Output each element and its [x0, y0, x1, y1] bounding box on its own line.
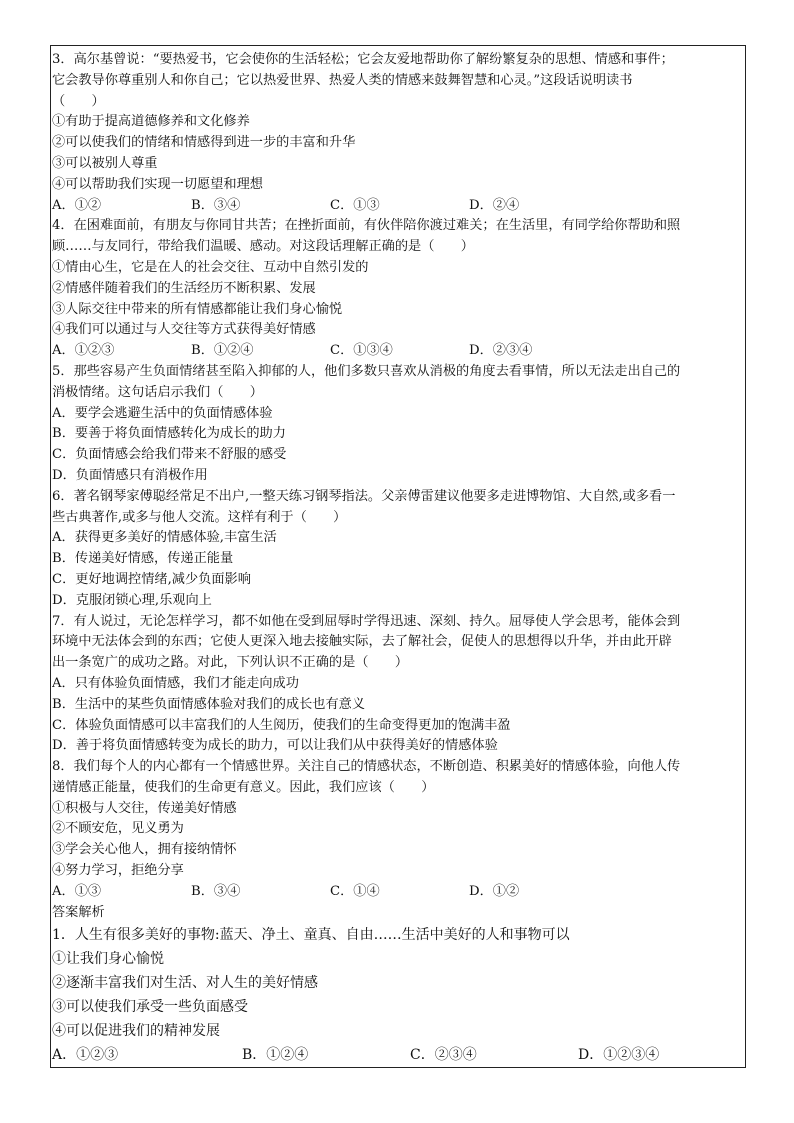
question-stem: 出一条宽广的成功之路。对此，下列认识不正确的是（ ） — [52, 655, 409, 671]
question-7 — [52, 612, 744, 758]
answer-options — [52, 1043, 744, 1067]
answer-options — [52, 882, 744, 903]
statement-item: ①积极与人交往，传递美好情感 — [52, 800, 237, 816]
question-3 — [52, 50, 744, 216]
question-stem: 6．著名钢琴家傅聪经常足不出户,一整天练习钢琴指法。父亲傅雷建议他要多走进博物馆、大自然,或多看一 — [52, 488, 676, 504]
question-stem: 些古典著作,或多与他人交流。这样有利于（ ） — [52, 509, 347, 525]
question-stem: 它会教导你尊重别人和你自己；它以热爱世界、热爱人类的情感来鼓舞智慧和心灵。”这段话说明读书 — [52, 72, 633, 88]
option-b: B．③④ — [191, 883, 241, 899]
statement-item: ②可以使我们的情绪和情感得到进一步的丰富和升华 — [52, 135, 356, 151]
option-b: B．①②④ — [191, 343, 254, 359]
question-5 — [52, 362, 744, 487]
statement-item: ④努力学习，拒绝分享 — [52, 863, 184, 879]
statement-item: ③学会关心他人，拥有接纳情怀 — [52, 842, 237, 858]
question-8 — [52, 757, 744, 903]
statement-item: ②不顾安危，见义勇为 — [52, 821, 184, 837]
option-c: C．①④ — [330, 883, 380, 899]
option-d: D．②③④ — [469, 343, 533, 359]
option-d: D．①②③④ — [578, 1047, 660, 1064]
question-stem: 消极情绪。这句话启示我们（ ） — [52, 384, 263, 400]
document-content — [52, 50, 744, 1067]
question-stem: （ ） — [52, 93, 105, 109]
option-c: C．①③ — [330, 197, 380, 213]
option-c: C．②③④ — [410, 1047, 477, 1064]
statement-item: ③可以被别人尊重 — [52, 155, 158, 171]
option-a: A．①② — [52, 197, 102, 213]
question-stem: 顾……与友同行，带给我们温暖、感动。对这段话理解正确的是（ ） — [52, 239, 474, 255]
statement-item: ①情由心生，它是在人的社会交往、互动中自然引发的 — [52, 259, 369, 275]
option-c: C．①③④ — [330, 343, 393, 359]
option-b: B．生活中的某些负面情感体验对我们的成长也有意义 — [52, 696, 366, 712]
question-stem: 5．那些容易产生负面情绪甚至陷入抑郁的人，他们多数只喜欢从消极的角度去看事情，所以无法走出自己的 — [52, 363, 681, 379]
answer-heading: 答案解析 — [52, 904, 105, 920]
option-d: D．①② — [469, 883, 520, 899]
option-b: B．①②④ — [242, 1047, 309, 1064]
statement-item: ④可以帮助我们实现一切愿望和理想 — [52, 176, 263, 192]
option-b: B．③④ — [191, 197, 241, 213]
question-stem: 环境中无法体会到的东西；它使人更深入地去接触实际，去了解社会，促使人的思想得以升华，并由此开辟 — [52, 634, 672, 650]
answer-stem: 1．人生有很多美好的事物:蓝天、净土、童真、自由……生活中美好的人和事物可以 — [52, 927, 570, 944]
option-c: C．负面情感会给我们带来不舒服的感受 — [52, 447, 287, 463]
option-d: D．克服闭锁心理,乐观向上 — [52, 592, 212, 608]
question-stem: 4．在困难面前，有朋友与你同甘共苦；在挫折面前，有伙伴陪你渡过难关；在生活里，有同学给你帮助和照 — [52, 218, 681, 234]
option-a: A．只有体验负面情感，我们才能走向成功 — [52, 675, 299, 691]
option-c: C．更好地调控情绪,减少负面影响 — [52, 571, 251, 587]
statement-item: ④我们可以通过与人交往等方式获得美好情感 — [52, 322, 316, 338]
statement-item: ③可以使我们承受一些负面感受 — [52, 999, 248, 1016]
question-stem: 3．高尔基曾说：“要热爱书，它会使你的生活轻松；它会友爱地帮助你了解纷繁复杂的思想、情感和事件； — [52, 52, 674, 67]
option-d: D．善于将负面情感转变为成长的助力，可以让我们从中获得美好的情感体验 — [52, 738, 498, 754]
option-a: A．获得更多美好的情感体验,丰富生活 — [52, 530, 277, 546]
option-d: D．②④ — [469, 197, 520, 213]
option-b: B．传递美好情感，传递正能量 — [52, 551, 234, 567]
question-6 — [52, 487, 744, 612]
option-d: D．负面情感只有消极作用 — [52, 467, 208, 483]
question-stem: 7．有人说过，无论怎样学习，都不如他在受到屈辱时学得迅速、深刻、持久。屈辱使人学会思考，能体会到 — [52, 613, 681, 629]
answer-options — [52, 196, 744, 217]
option-c: C．体验负面情感可以丰富我们的人生阅历，使我们的生命变得更加的饱满丰盈 — [52, 717, 511, 733]
statement-item: ②逐渐丰富我们对生活、对人生的美好情感 — [52, 975, 318, 992]
answer-options — [52, 341, 744, 362]
option-a: A．要学会逃避生活中的负面情感体验 — [52, 405, 273, 421]
option-b: B．要善于将负面情感转化为成长的助力 — [52, 426, 286, 442]
statement-item: ③人际交往中带来的所有情感都能让我们身心愉悦 — [52, 301, 343, 317]
statement-item: ②情感伴随着我们的生活经历不断积累、发展 — [52, 280, 316, 296]
question-stem: 8．我们每个人的内心都有一个情感世界。关注自己的情感状态，不断创造、积累美好的情感体验，向他人传 — [52, 759, 681, 775]
statement-item: ④可以促进我们的精神发展 — [52, 1023, 220, 1040]
option-a: A．①②③ — [52, 343, 115, 359]
statement-item: ①有助于提高道德修养和文化修养 — [52, 114, 250, 130]
option-a: A．①②③ — [52, 1047, 119, 1064]
question-4 — [52, 216, 744, 362]
option-a: A．①③ — [52, 883, 102, 899]
statement-item: ①让我们身心愉悦 — [52, 951, 164, 968]
question-stem: 递情感正能量，使我们的生命更有意义。因此，我们应该（ ） — [52, 779, 435, 795]
answer-section — [52, 903, 744, 1068]
